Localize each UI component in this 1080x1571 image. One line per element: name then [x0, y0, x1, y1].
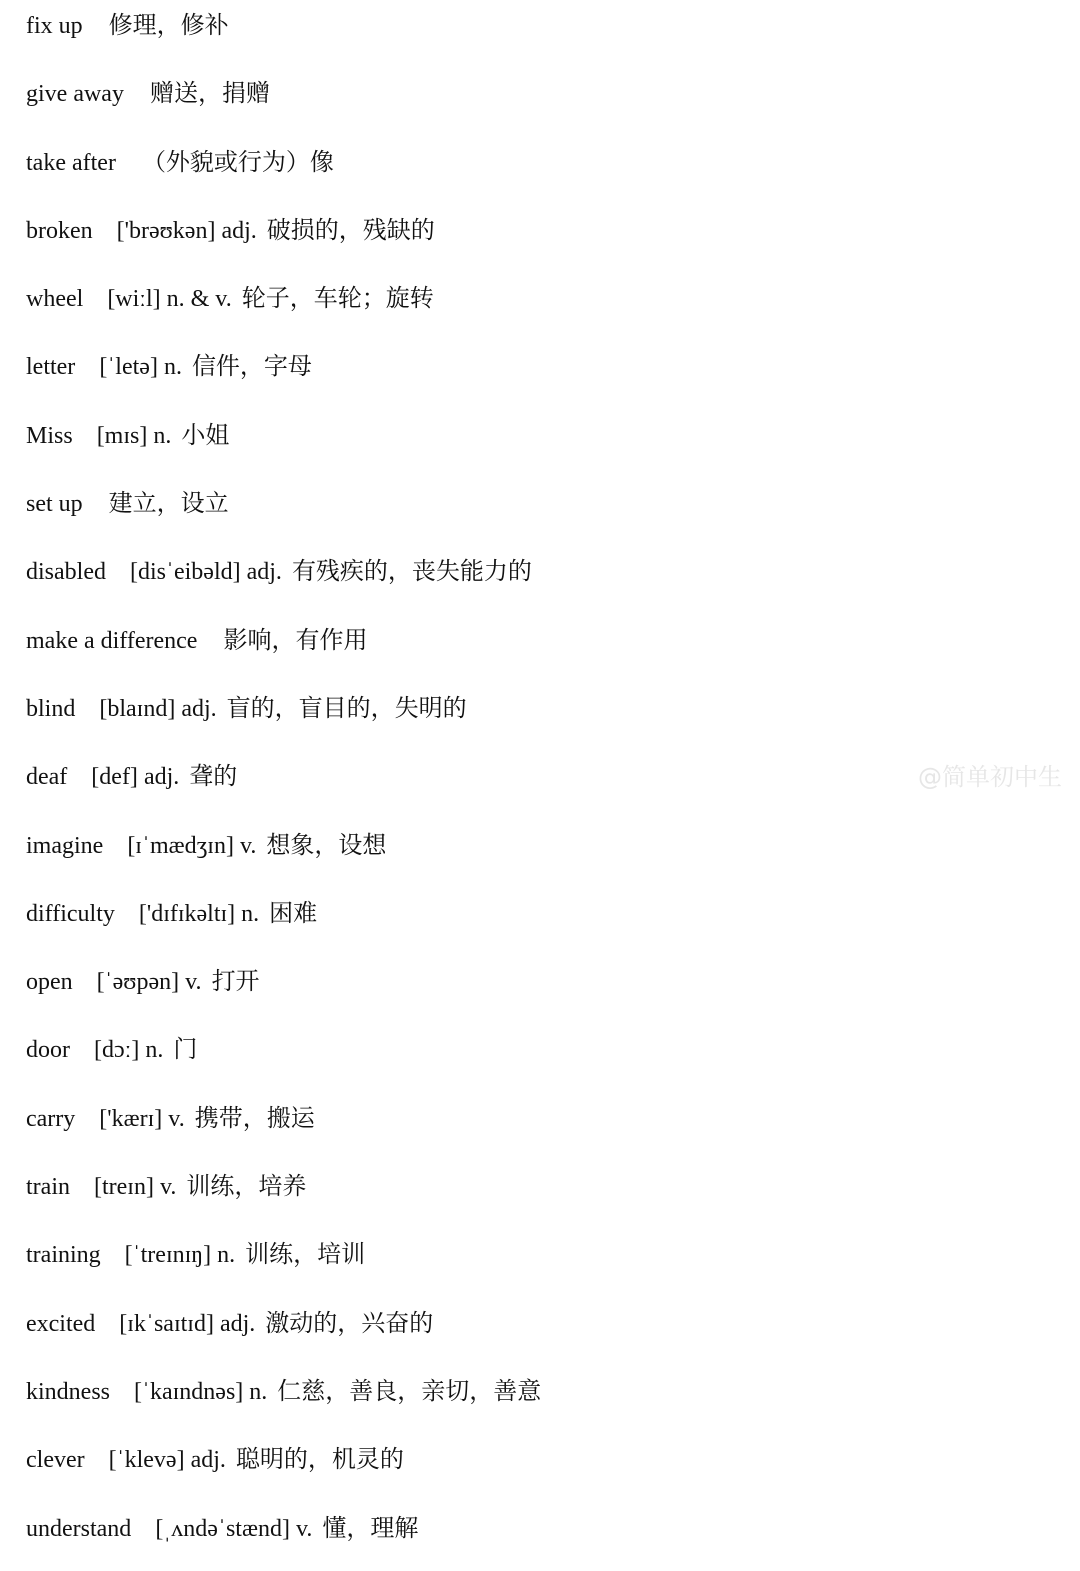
vocab-entry [26, 683, 541, 751]
entry-word: make a difference [26, 627, 198, 654]
entry-meaning: 轮子，车轮；旋转 [241, 284, 434, 313]
entry-meaning: 激动的，兴奋的 [265, 1308, 434, 1337]
vocab-entry [26, 1161, 541, 1229]
entry-meaning: 影响，有作用 [223, 625, 368, 654]
entry-word: Miss [26, 422, 73, 449]
entry-word: fix up [26, 13, 83, 39]
entry-word: set up [26, 491, 83, 518]
entry-word: kindness [26, 1378, 110, 1405]
entry-phonetic: ['brəʊkən] [116, 217, 216, 244]
entry-pos: adj. [246, 559, 282, 586]
entry-word: wheel [26, 286, 84, 313]
entry-meaning: 有残疾的，丧失能力的 [291, 557, 532, 586]
entry-word: deaf [26, 764, 68, 791]
entry-phonetic: [ˈklevə] [108, 1447, 185, 1474]
vocab-entry [26, 137, 541, 205]
entry-pos: adj. [181, 695, 217, 722]
entry-meaning: 破损的，残缺的 [266, 215, 435, 244]
entry-meaning: 盲的，盲目的，失明的 [226, 693, 467, 722]
entry-meaning: 打开 [211, 967, 260, 996]
entry-word: excited [26, 1310, 96, 1337]
entry-word: letter [26, 354, 76, 381]
entry-phonetic: [ˈkaɪndnəs] [134, 1378, 244, 1405]
entry-word: door [26, 1037, 70, 1064]
entry-phonetic: [treɪn] [93, 1174, 154, 1201]
entry-phonetic: [blaɪnd] [99, 695, 176, 722]
vocab-entry [26, 888, 541, 956]
entry-phonetic: [mɪs] [96, 422, 148, 449]
vocab-entry [26, 273, 541, 341]
entry-meaning: 训练，培养 [186, 1172, 307, 1201]
vocabulary-list [26, 0, 541, 1571]
entry-meaning: 训练，培训 [245, 1240, 366, 1269]
entry-meaning: 聋的 [189, 762, 238, 791]
entry-phonetic: [ˈəʊpən] [96, 969, 180, 996]
vocab-entry [26, 1503, 541, 1571]
entry-meaning: 懂，理解 [322, 1513, 419, 1542]
entry-pos: n. [145, 1037, 164, 1064]
entry-pos: n. [163, 354, 182, 381]
entry-phonetic: [def] [91, 764, 138, 791]
vocab-entry [26, 1434, 541, 1502]
entry-pos: n. [153, 422, 172, 449]
entry-word: training [26, 1242, 101, 1269]
vocab-entry [26, 1298, 541, 1366]
entry-phonetic: [ˈletə] [99, 354, 158, 381]
entry-pos: n. [249, 1378, 268, 1405]
entry-phonetic: ['kærɪ] [99, 1105, 163, 1132]
entry-word: understand [26, 1515, 132, 1542]
watermark: @简单初中生 [918, 763, 1062, 791]
entry-word: open [26, 969, 73, 996]
vocab-entry [26, 478, 541, 546]
vocab-entry [26, 1366, 541, 1434]
entry-pos: v. [295, 1515, 313, 1542]
entry-word: broken [26, 217, 93, 244]
entry-phonetic: [dɔː] [94, 1037, 140, 1064]
entry-word: difficulty [26, 900, 115, 927]
entry-phonetic: [ˌʌndəˈstænd] [155, 1515, 290, 1542]
entry-word: imagine [26, 832, 104, 859]
entry-word: give away [26, 81, 124, 108]
entry-meaning: 建立，设立 [108, 489, 229, 518]
entry-word: train [26, 1174, 70, 1201]
vocab-entry [26, 1024, 541, 1092]
vocab-entry [26, 820, 541, 888]
entry-meaning: 门 [173, 1035, 198, 1064]
vocab-entry [26, 205, 541, 273]
entry-word: take after [26, 149, 116, 176]
entry-pos: n. [217, 1242, 236, 1269]
entry-pos: adj. [221, 217, 257, 244]
entry-pos: v. [185, 969, 202, 996]
entry-pos: v. [168, 1105, 185, 1132]
entry-meaning: 小姐 [181, 420, 230, 449]
entry-word: blind [26, 695, 76, 722]
vocab-entry [26, 341, 541, 409]
vocab-entry [26, 1093, 541, 1161]
vocab-entry [26, 956, 541, 1024]
entry-phonetic: [ˈtreɪnɪŋ] [124, 1242, 212, 1269]
entry-phonetic: [ɪkˈsaɪtɪd] [119, 1310, 214, 1337]
entry-pos: n. & v. [166, 286, 232, 313]
entry-meaning: 想象，设想 [266, 830, 387, 859]
vocab-entry [26, 68, 541, 136]
entry-meaning: （外貌或行为）像 [141, 147, 334, 176]
entry-meaning: 信件，字母 [191, 352, 312, 381]
entry-phonetic: [disˈeibəld] [129, 559, 241, 586]
entry-meaning: 困难 [269, 898, 318, 927]
entry-pos: n. [241, 900, 260, 927]
entry-meaning: 修理，修补 [108, 11, 229, 39]
vocab-entry [26, 0, 541, 68]
entry-phonetic: ['dɪfɪkəltɪ] [138, 900, 236, 927]
entry-phonetic: [ɪˈmædʒɪn] [127, 832, 234, 859]
vocab-entry [26, 410, 541, 478]
vocab-entry [26, 615, 541, 683]
vocab-entry [26, 1229, 541, 1297]
entry-word: clever [26, 1447, 85, 1474]
entry-pos: v. [159, 1174, 177, 1201]
entry-pos: adj. [219, 1310, 256, 1337]
entry-pos: adj. [190, 1447, 226, 1474]
entry-pos: adj. [143, 764, 180, 791]
entry-pos: v. [239, 832, 257, 859]
entry-meaning: 聪明的，机灵的 [235, 1445, 404, 1474]
vocab-entry [26, 546, 541, 614]
entry-meaning: 携带，搬运 [194, 1103, 315, 1132]
vocab-entry [26, 751, 541, 819]
entry-phonetic: [wiːl] [107, 286, 161, 313]
entry-meaning: 赠送，捐赠 [149, 79, 270, 108]
entry-word: disabled [26, 559, 106, 586]
entry-meaning: 仁慈，善良，亲切，善意 [277, 1376, 542, 1405]
entry-word: carry [26, 1105, 76, 1132]
